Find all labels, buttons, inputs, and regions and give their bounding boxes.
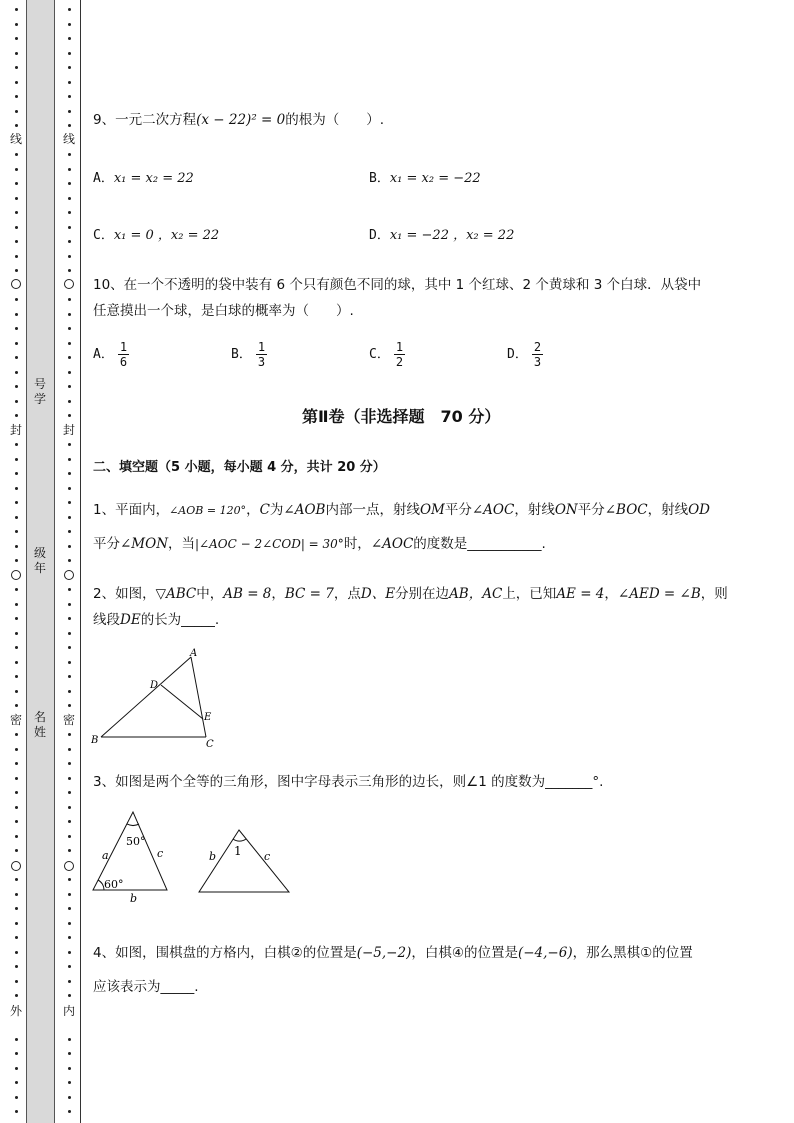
binding-dot: [15, 371, 18, 374]
binding-dot: [68, 806, 71, 809]
binding-dot: [68, 849, 71, 852]
q10-stem-line2: 任意摸出一个球，是白球的概率为（ ）.: [93, 303, 354, 319]
fig3-angle-1: 1: [234, 844, 242, 858]
q9-equation: (x − 22)² = 0: [196, 112, 286, 128]
binding-dot: [68, 690, 71, 693]
binding-dot: [68, 37, 71, 40]
binding-circle: [64, 279, 74, 289]
binding-dot: [68, 81, 71, 84]
binding-dot: [68, 1052, 71, 1055]
binding-dot: [68, 516, 71, 519]
binding-dot: [15, 487, 18, 490]
binding-dot: [15, 298, 18, 301]
fig2-side-ac: [191, 657, 206, 737]
binding-dot: [68, 965, 71, 968]
binding-dot: [68, 777, 71, 780]
binding-dot: [68, 545, 71, 548]
fig3-side-c-left: c: [157, 847, 164, 860]
student-id-label: 号 学: [33, 377, 46, 406]
binding-dot: [15, 893, 18, 896]
binding-dot: [68, 646, 71, 649]
fig2-side-ba: [101, 657, 191, 737]
binding-dot: [68, 458, 71, 461]
q10-option-c: C． $\frac{1}{2}$: [369, 340, 404, 369]
binding-dot: [68, 922, 71, 925]
binding-dot: [15, 197, 18, 200]
fill2-line2: 线段DE的长为_____.: [93, 612, 220, 628]
q9-stem: 9、一元二次方程(x − 22)² = 0的根为（ ）.: [93, 112, 385, 128]
binding-dot: [68, 385, 71, 388]
binding-dot: [15, 414, 18, 417]
q10-option-a: A． $\frac{1}{6}$: [93, 340, 128, 369]
binding-dot: [15, 501, 18, 504]
binding-dot: [68, 1096, 71, 1099]
binding-dot: [68, 124, 71, 127]
binding-dot: [15, 646, 18, 649]
binding-dot: [15, 965, 18, 968]
fill4-line1: 4、如图，围棋盘的方格内，白棋②的位置是(−5,−2)，白棋④的位置是(−4,−6)，那么黑棋①的位置: [93, 945, 693, 961]
binding-dot: [68, 994, 71, 997]
binding-dot: [15, 907, 18, 910]
binding-dot: [68, 501, 71, 504]
q9-option-d: D．x₁ = −22 ，x₂ = 22: [369, 228, 515, 243]
binding-dot: [68, 356, 71, 359]
binding-dot: [15, 211, 18, 214]
binding-rule-line: [80, 0, 81, 1123]
binding-dot: [68, 936, 71, 939]
binding-dot: [15, 153, 18, 156]
binding-dot: [68, 298, 71, 301]
binding-dot: [68, 255, 71, 258]
binding-dot: [15, 733, 18, 736]
binding-dot: [15, 835, 18, 838]
binding-dot: [68, 588, 71, 591]
binding-dot: [15, 748, 18, 751]
binding-dot: [15, 182, 18, 185]
binding-circle: [11, 861, 21, 871]
binding-dot: [68, 8, 71, 11]
binding-dot: [68, 226, 71, 229]
binding-dot: [68, 762, 71, 765]
fig3-angle-50: 50°: [126, 835, 146, 848]
binding-dot: [68, 327, 71, 330]
binding-dot: [15, 704, 18, 707]
binding-dot: [15, 1110, 18, 1113]
binding-dot: [68, 980, 71, 983]
inner-label-mi: 密: [63, 713, 76, 727]
binding-circle: [64, 570, 74, 580]
outer-label-feng: 封: [10, 423, 23, 437]
binding-dot: [15, 124, 18, 127]
binding-dot: [15, 1067, 18, 1070]
binding-dot: [68, 951, 71, 954]
binding-dot: [15, 806, 18, 809]
fig2-label-a: A: [190, 648, 198, 659]
binding-dot: [15, 385, 18, 388]
binding-dot: [68, 211, 71, 214]
fig3-side-b-right: b: [209, 850, 217, 863]
binding-dot: [68, 1081, 71, 1084]
binding-dot: [15, 8, 18, 11]
binding-margin: [0, 0, 90, 1123]
binding-dot: [68, 835, 71, 838]
binding-dot: [15, 255, 18, 258]
inner-label-feng: 封: [63, 423, 76, 437]
binding-dot: [15, 820, 18, 823]
q9-option-c: C．x₁ = 0 ，x₂ = 22: [93, 228, 220, 243]
binding-dot: [15, 81, 18, 84]
binding-dot: [68, 110, 71, 113]
binding-dot: [15, 52, 18, 55]
binding-dot: [15, 327, 18, 330]
binding-dot: [68, 1110, 71, 1113]
fill3-text: 3、如图是两个全等的三角形，图中字母表示三角形的边长，则∠1 的度数为_______°.: [93, 774, 604, 790]
binding-dot: [68, 632, 71, 635]
binding-dot: [15, 66, 18, 69]
binding-dot: [68, 52, 71, 55]
fig3-side-b-left: b: [130, 892, 138, 905]
binding-dot: [15, 588, 18, 591]
binding-dot: [15, 240, 18, 243]
binding-dot: [15, 603, 18, 606]
name-label: 名 姓: [33, 710, 46, 739]
binding-circle: [64, 861, 74, 871]
binding-dot: [68, 153, 71, 156]
inner-label-nei: 内: [63, 1004, 76, 1018]
binding-dot: [15, 269, 18, 272]
binding-dot: [15, 980, 18, 983]
binding-dot: [15, 791, 18, 794]
fill-section-heading: 二、填空题（5 小题，每小题 4 分，共计 20 分）: [93, 460, 386, 475]
binding-dot: [68, 603, 71, 606]
binding-dot: [15, 37, 18, 40]
binding-dot: [15, 458, 18, 461]
binding-dot: [15, 443, 18, 446]
binding-dot: [15, 226, 18, 229]
binding-dot: [68, 371, 71, 374]
binding-dot: [15, 617, 18, 620]
inner-label-xian: 线: [63, 132, 76, 146]
binding-dot: [68, 313, 71, 316]
binding-dot: [15, 342, 18, 345]
outer-label-xian: 线: [10, 132, 23, 146]
binding-dot: [68, 1038, 71, 1041]
binding-dot: [68, 23, 71, 26]
fig3-side-c-right: c: [264, 850, 271, 863]
binding-dot: [68, 733, 71, 736]
binding-dot: [15, 1096, 18, 1099]
binding-dot: [68, 400, 71, 403]
binding-dot: [15, 110, 18, 113]
outer-label-mi: 密: [10, 713, 23, 727]
binding-dot: [15, 661, 18, 664]
binding-dot: [15, 936, 18, 939]
binding-dot: [68, 269, 71, 272]
binding-dot: [15, 545, 18, 548]
binding-dot: [68, 675, 71, 678]
binding-dot: [68, 414, 71, 417]
binding-dot: [68, 472, 71, 475]
binding-dot: [68, 197, 71, 200]
binding-dot: [15, 400, 18, 403]
binding-dot: [68, 443, 71, 446]
fill1-line1: 1、平面内，∠AOB = 120°，C为∠AOB内部一点，射线OM平分∠AOC，射线ON平分∠BOC，射线OD: [93, 502, 711, 518]
fill3-triangles-figure: [89, 808, 309, 908]
fill2-triangle-figure: [91, 645, 231, 753]
fill1-line2: 平分∠MON，当|∠AOC − 2∠COD| = 30°时，∠AOC的度数是___________.: [93, 536, 546, 552]
binding-dot: [68, 617, 71, 620]
fig3-angle1-arc: [233, 839, 246, 841]
binding-dot: [15, 356, 18, 359]
binding-dot: [15, 777, 18, 780]
binding-dot: [15, 922, 18, 925]
binding-dot: [68, 748, 71, 751]
outer-label-wai: 外: [10, 1004, 23, 1018]
binding-dot: [15, 849, 18, 852]
binding-dot: [68, 168, 71, 171]
fig2-label-b: B: [91, 735, 99, 746]
binding-dot: [68, 95, 71, 98]
binding-dot: [68, 704, 71, 707]
binding-dot: [68, 487, 71, 490]
fig3-angle-60: 60°: [104, 878, 124, 891]
binding-circle: [11, 570, 21, 580]
q10-stem-line1: 10、在一个不透明的袋中装有 6 个只有颜色不同的球，其中 1 个红球、2 个黄球和 3 个白球．从袋中: [93, 277, 702, 293]
binding-dot: [15, 690, 18, 693]
binding-dot: [68, 893, 71, 896]
fig3-top-angle-arc: [127, 824, 139, 825]
binding-dot: [15, 95, 18, 98]
binding-dot: [68, 559, 71, 562]
fig2-label-c: C: [206, 739, 214, 750]
binding-dot: [15, 313, 18, 316]
q9-option-a: A．x₁ = x₂ = 22: [93, 171, 194, 186]
binding-dot: [68, 907, 71, 910]
binding-dot: [15, 994, 18, 997]
binding-dot: [15, 23, 18, 26]
binding-dot: [68, 820, 71, 823]
binding-circle: [11, 279, 21, 289]
binding-dot: [15, 878, 18, 881]
binding-dot: [15, 1081, 18, 1084]
fill4-line2: 应该表示为_____.: [93, 979, 199, 995]
q10-option-b: B． $\frac{1}{3}$: [231, 340, 266, 369]
grade-label: 级 年: [33, 546, 46, 575]
binding-dot: [15, 472, 18, 475]
binding-dot: [15, 675, 18, 678]
fill2-line1: 2、如图，▽ABC中，AB = 8，BC = 7，点D、E分别在边AB，AC上，已知AE = 4，∠AED = ∠B，则: [93, 586, 728, 602]
binding-dot: [68, 342, 71, 345]
binding-dot: [15, 559, 18, 562]
fig2-label-e: E: [204, 712, 212, 723]
binding-dot: [15, 530, 18, 533]
binding-dot: [68, 66, 71, 69]
fig2-label-d: D: [150, 680, 159, 691]
binding-dot: [15, 1038, 18, 1041]
fig3-side-a: a: [102, 849, 109, 862]
q10-option-d: D． $\frac{2}{3}$: [507, 340, 542, 369]
binding-dot: [68, 1067, 71, 1070]
binding-dot: [15, 516, 18, 519]
binding-dot: [68, 878, 71, 881]
binding-dot: [68, 240, 71, 243]
binding-dot: [15, 632, 18, 635]
part2-title: 第Ⅱ卷（非选择题 70 分）: [302, 407, 501, 426]
binding-dot: [15, 1052, 18, 1055]
binding-dot: [68, 530, 71, 533]
binding-dot: [15, 762, 18, 765]
binding-dot: [15, 951, 18, 954]
binding-dot: [68, 661, 71, 664]
binding-dot: [15, 168, 18, 171]
binding-dot: [68, 182, 71, 185]
q9-option-b: B．x₁ = x₂ = −22: [369, 171, 481, 186]
binding-dot: [68, 791, 71, 794]
